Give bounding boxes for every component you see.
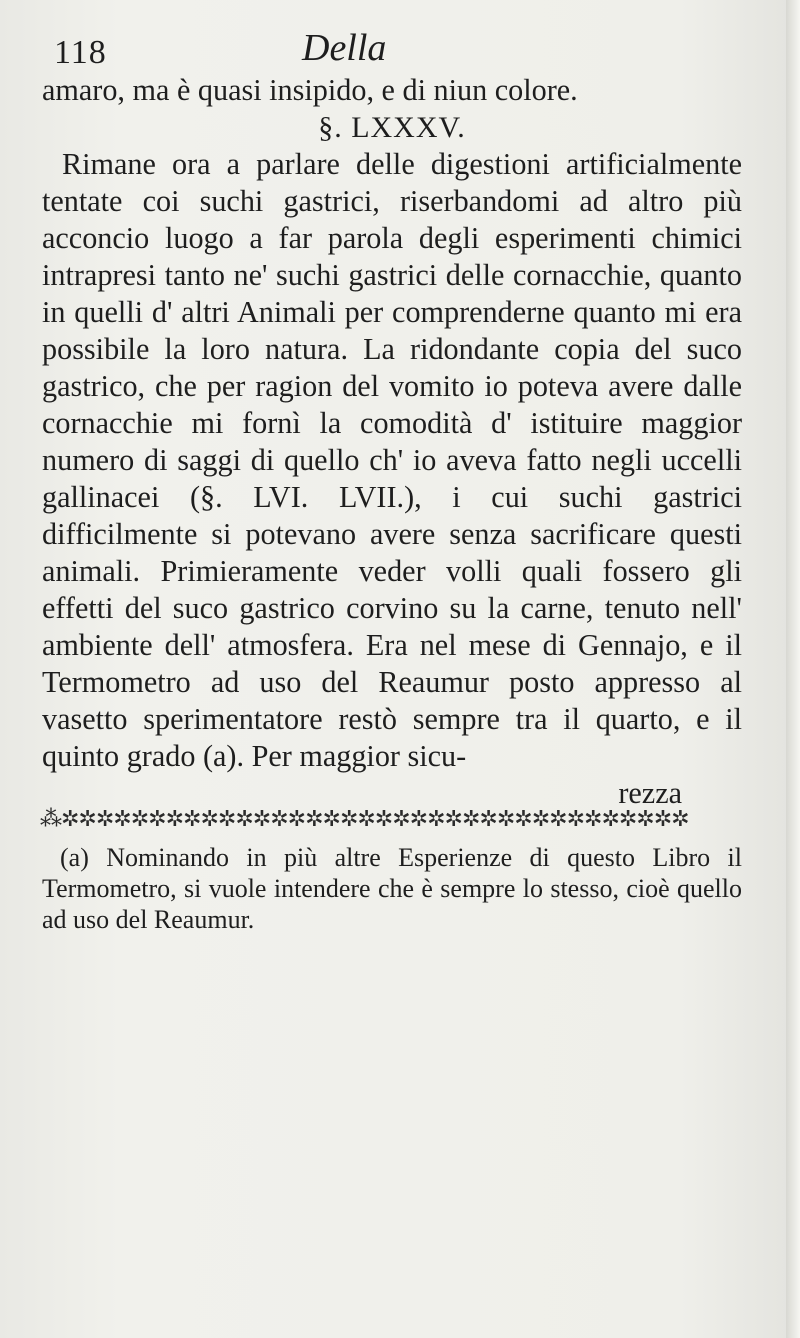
section-heading: §. LXXXV. — [318, 111, 466, 144]
footnote-text: (a) Nominando in più altre Esperienze di questo Libro il Termometro, si vuole intendere che è sempre lo stesso, cioè quello ad uso del Reaumur. — [42, 843, 742, 934]
opening-line: amaro, ma è quasi insipido, e di niun colore. — [42, 73, 578, 107]
ornament-divider: ⁂✲✲✲✲✲✲✲✲✲✲✲✲✲✲✲✲✲✲✲✲✲✲✲✲✲✲✲✲✲✲✲✲✲✲✲✲ — [40, 806, 689, 831]
page-gutter — [786, 0, 800, 1338]
body-text — [42, 72, 742, 812]
running-head: Della — [302, 27, 387, 69]
main-paragraph: Rimane ora a parlare delle digestioni artificialmente tentate coi suchi gastrici, riserbandomi ad altro più acconcio luogo a far parola degli esperimenti chimici intrapresi tanto ne' suchi gastrici delle cornacchie, quanto in quelli d' altri Animali per comprenderne quanto mi era possibile la loro natura. La ridondante copia del suco gastrico, che per ragion del vomito io poteva avere dalle cornacchie mi fornì la comodità d' istituire maggior numero di saggi di quello ch' io aveva fatto negli uccelli gallinacei (§. LVI. LVII.), i cui suchi gastrici difficilmente si potevano avere senza sacrificare questi animali. Primieramente veder volli quali fossero gli effetti del suco gastrico corvino su la carne, tenuto nell' ambiente dell' atmosfera. Era nel mese di Gennajo, e il Termometro ad uso del Reaumur posto appresso al vasetto sperimentatore restò sempre tra il quarto, e il quinto grado (a). Per maggior sicu- — [42, 147, 742, 773]
catchword: rezza — [618, 776, 682, 810]
footnote — [42, 842, 742, 935]
page-number: 118 — [54, 34, 107, 71]
page-header — [48, 26, 768, 70]
